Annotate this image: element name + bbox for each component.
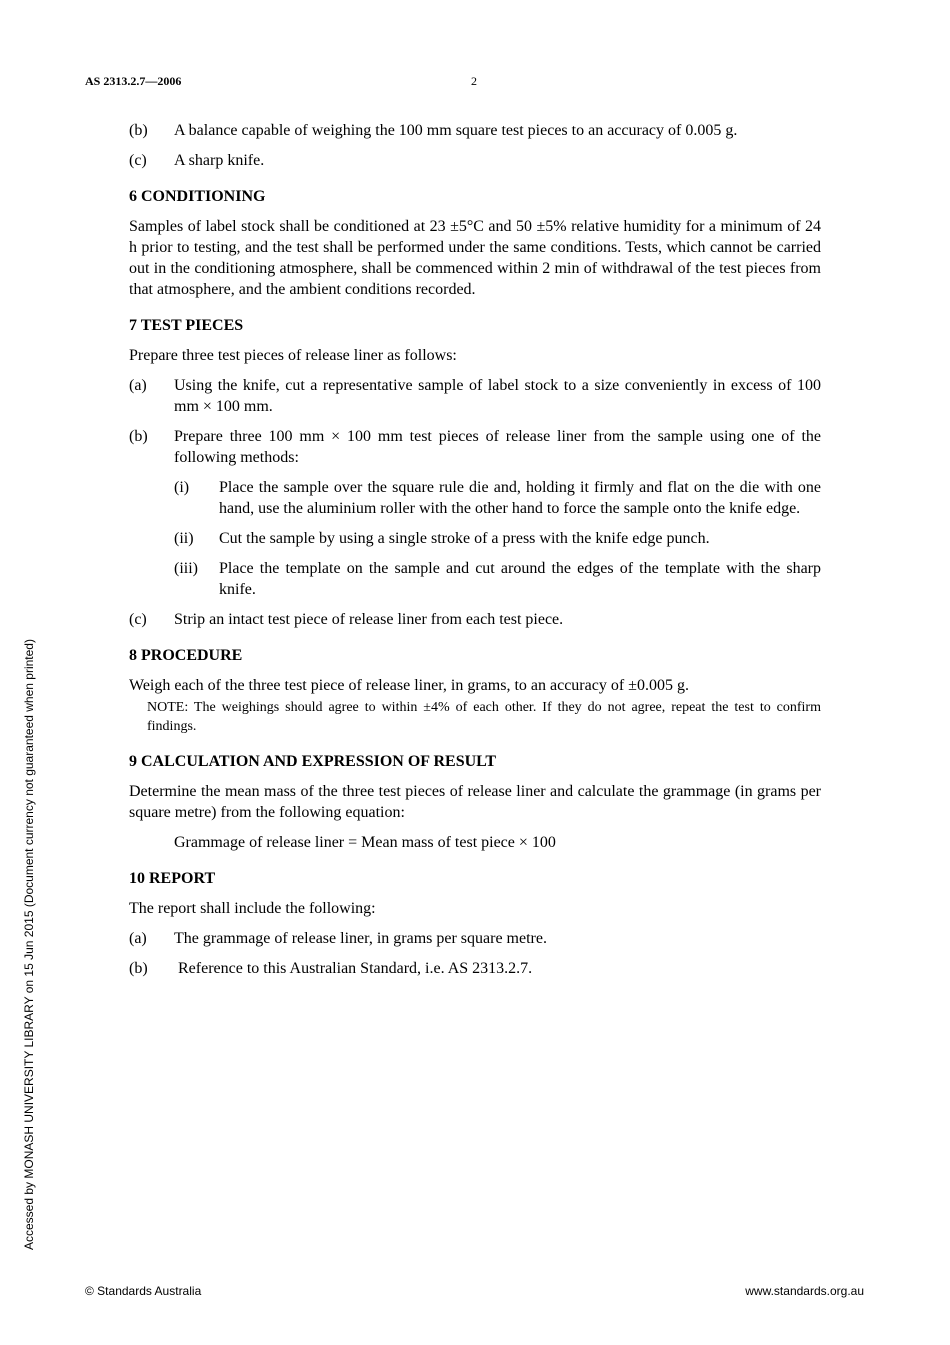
list-text: A balance capable of weighing the 100 mm square test pieces to an accuracy of 0.005 g. xyxy=(174,122,738,139)
footer-copyright: © Standards Australia xyxy=(85,1284,202,1298)
method-label: (i) xyxy=(174,479,190,496)
section-heading-procedure: 8 PROCEDURE xyxy=(129,647,243,664)
grammage-equation: Grammage of release liner = Mean mass of test piece × 100 xyxy=(174,834,556,851)
list-label: (b) xyxy=(129,960,148,977)
method-list xyxy=(174,477,821,600)
procedure-paragraph: Weigh each of the three test piece of release liner, in grams, to an accuracy of ±0.005 g. xyxy=(129,677,689,694)
list-label: (b) xyxy=(129,428,148,445)
calculation-paragraph: Determine the mean mass of the three test pieces of release liner and calculate the grammage (in grams per square metre) from the following equation: xyxy=(129,783,821,821)
method-label: (ii) xyxy=(174,530,194,547)
test-pieces-intro: Prepare three test pieces of release liner as follows: xyxy=(129,347,457,364)
list-item xyxy=(129,150,821,171)
list-label: (a) xyxy=(129,930,147,947)
report-intro: The report shall include the following: xyxy=(129,900,376,917)
list-item xyxy=(129,609,821,630)
method-text: Place the template on the sample and cut around the edges of the template with the sharp knife. xyxy=(219,560,821,598)
page-number: 2 xyxy=(471,74,477,88)
list-label: (c) xyxy=(129,152,147,169)
section-heading-calculation: 9 CALCULATION AND EXPRESSION OF RESULT xyxy=(129,753,497,770)
list-text: Prepare three 100 mm × 100 mm test pieces of release liner from the sample using one of the following methods: xyxy=(174,428,821,466)
section-heading-conditioning: 6 CONDITIONING xyxy=(129,188,266,205)
list-item xyxy=(129,958,821,979)
list-item xyxy=(129,120,821,141)
procedure-note: NOTE: The weighings should agree to within ±4% of each other. If they do not agree, repeat the test to confirm findings. xyxy=(147,700,821,734)
list-item xyxy=(129,928,821,949)
list-text: The grammage of release liner, in grams per square metre. xyxy=(174,930,547,947)
list-text: Using the knife, cut a representative sample of label stock to a size conveniently in excess of 100 mm × 100 mm. xyxy=(174,377,821,415)
section-heading-report: 10 REPORT xyxy=(129,870,216,887)
list-label: (a) xyxy=(129,377,147,394)
access-watermark: Accessed by MONASH UNIVERSITY LIBRARY on 15 Jun 2015 (Document currency not guaranteed when printed) xyxy=(22,639,36,1250)
list-item xyxy=(129,426,821,468)
document-body xyxy=(129,120,821,988)
method-item xyxy=(174,477,821,519)
method-item xyxy=(174,528,821,549)
standard-number: AS 2313.2.7—2006 xyxy=(85,74,182,88)
method-text: Place the sample over the square rule die and, holding it firmly and flat on the die with one hand, use the aluminium roller with the other hand to force the sample onto the knife edge. xyxy=(219,479,821,517)
method-text: Cut the sample by using a single stroke of a press with the knife edge punch. xyxy=(219,530,710,547)
list-text: Reference to this Australian Standard, i.e. AS 2313.2.7. xyxy=(174,960,533,977)
section-heading-test-pieces: 7 TEST PIECES xyxy=(129,317,244,334)
list-label: (c) xyxy=(129,611,147,628)
conditioning-paragraph: Samples of label stock shall be conditioned at 23 ±5°C and 50 ±5% relative humidity for a minimum of 24 h prior to testing, and the test shall be performed under the same conditions. Tests, which cannot be carried out in the conditioning atmosphere, shall be commenced within 2 min of withdrawal of the test pieces from that atmosphere, and the ambient conditions recorded. xyxy=(129,218,821,298)
list-item xyxy=(129,375,821,417)
method-item xyxy=(174,558,821,600)
method-label: (iii) xyxy=(174,560,198,577)
footer-website-link[interactable]: www.standards.org.au xyxy=(745,1284,864,1298)
list-text: Strip an intact test piece of release liner from each test piece. xyxy=(174,611,564,628)
list-label: (b) xyxy=(129,122,148,139)
list-text: A sharp knife. xyxy=(174,152,265,169)
